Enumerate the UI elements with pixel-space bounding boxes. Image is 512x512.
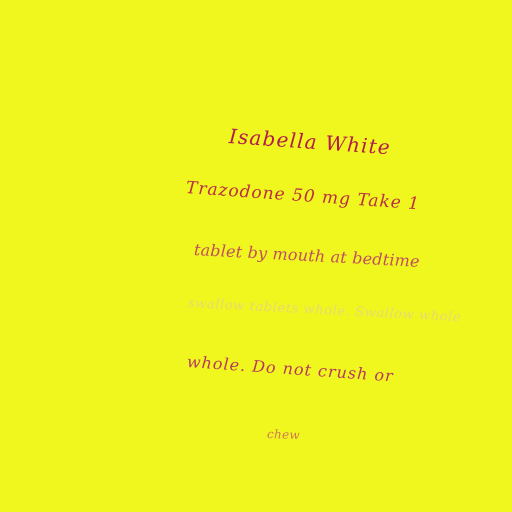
medication-line: Trazodone 50 mg Take 1 <box>185 178 421 215</box>
instruction-line-4: chew <box>266 427 301 443</box>
instruction-line-1: tablet by mouth at bedtime <box>193 240 421 271</box>
patient-name: Isabella White <box>228 124 392 160</box>
instruction-line-2: swallow tablets whole. Swallow whole <box>187 296 462 326</box>
instruction-line-3: whole. Do not crush or <box>186 352 395 386</box>
